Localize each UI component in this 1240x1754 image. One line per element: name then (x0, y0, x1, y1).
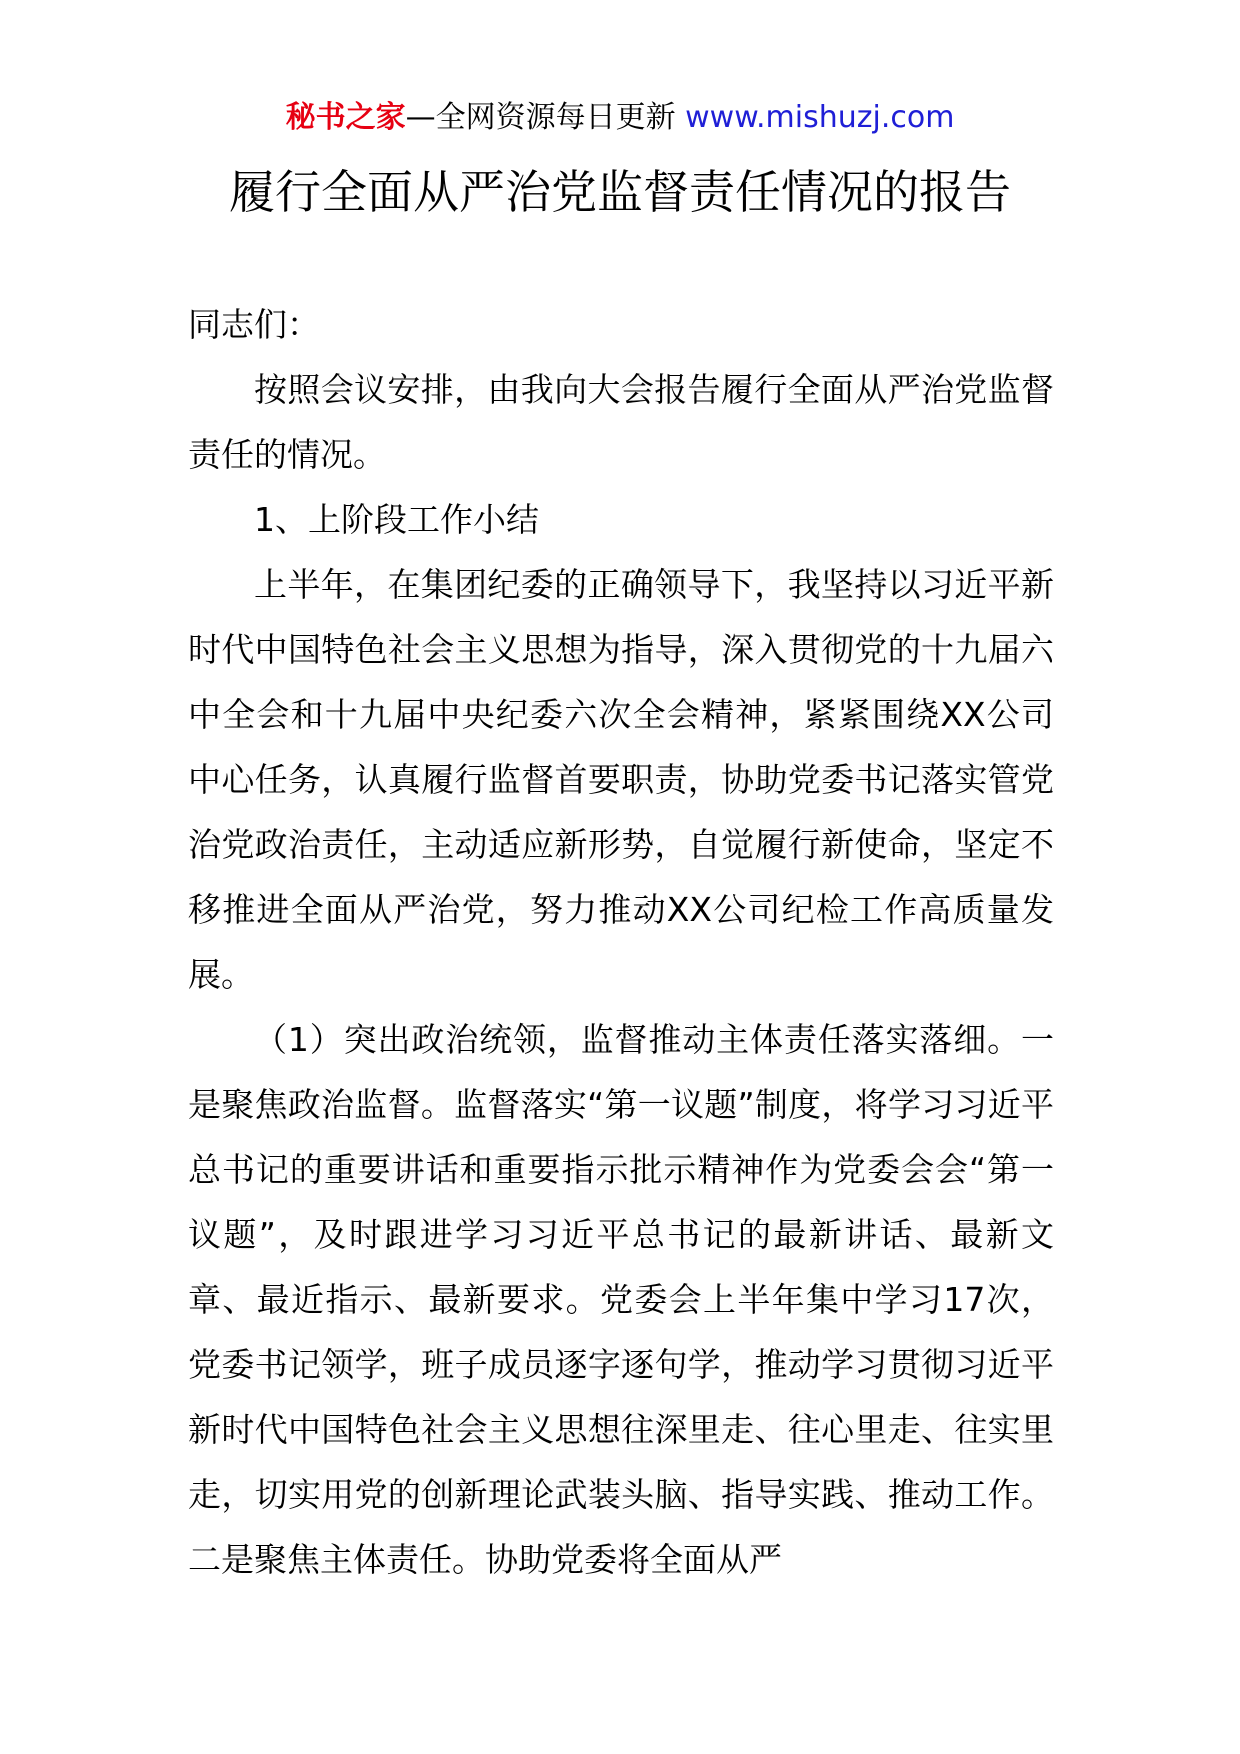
header-tagline: —全网资源每日更新 (405, 100, 676, 135)
brand-name: 秘书之家 (285, 100, 406, 135)
paragraph-point-1: （1）突出政治统领，监督推动主体责任落实落细。一是聚焦政治监督。监督落实“第一议题”制度，将学习习近平总书记的重要讲话和重要指示批示精神作为党委会会“第一议题”，及时跟进学习习近平总书记的最新讲话、最新文章、最近指示、最新要求。党委会上半年集中学习17次，党委书记领学，班子成员逐字逐句学，推动学习贯彻习近平新时代中国特色社会主义思想往深里走、往心里走、往实里走，切实用党的创新理论武装头脑、指导实践、推动工作。二是聚焦主体责任。协助党委将全面从严 (188, 1020, 1054, 1579)
document-body (188, 292, 1054, 1592)
paragraph-intro: 按照会议安排，由我向大会报告履行全面从严治党监督责任的情况。 (188, 370, 1054, 474)
paragraph-summary: 上半年，在集团纪委的正确领导下，我坚持以习近平新时代中国特色社会主义思想为指导，深入贯彻党的十九届六中全会和十九届中央纪委六次全会精神，紧紧围绕XX公司中心任务，认真履行监督首要职责，协助党委书记落实管党治党政治责任，主动适应新形势，自觉履行新使命，坚定不移推进全面从严治党，努力推动XX公司纪检工作高质量发展。 (188, 565, 1054, 994)
document-title: 履行全面从严治党监督责任情况的报告 (229, 165, 1011, 219)
section-heading: 1、上阶段工作小结 (254, 500, 539, 539)
site-header (0, 98, 1240, 138)
salutation: 同志们： (188, 305, 320, 344)
site-url-link[interactable]: www.mishuzj.com (685, 100, 955, 135)
